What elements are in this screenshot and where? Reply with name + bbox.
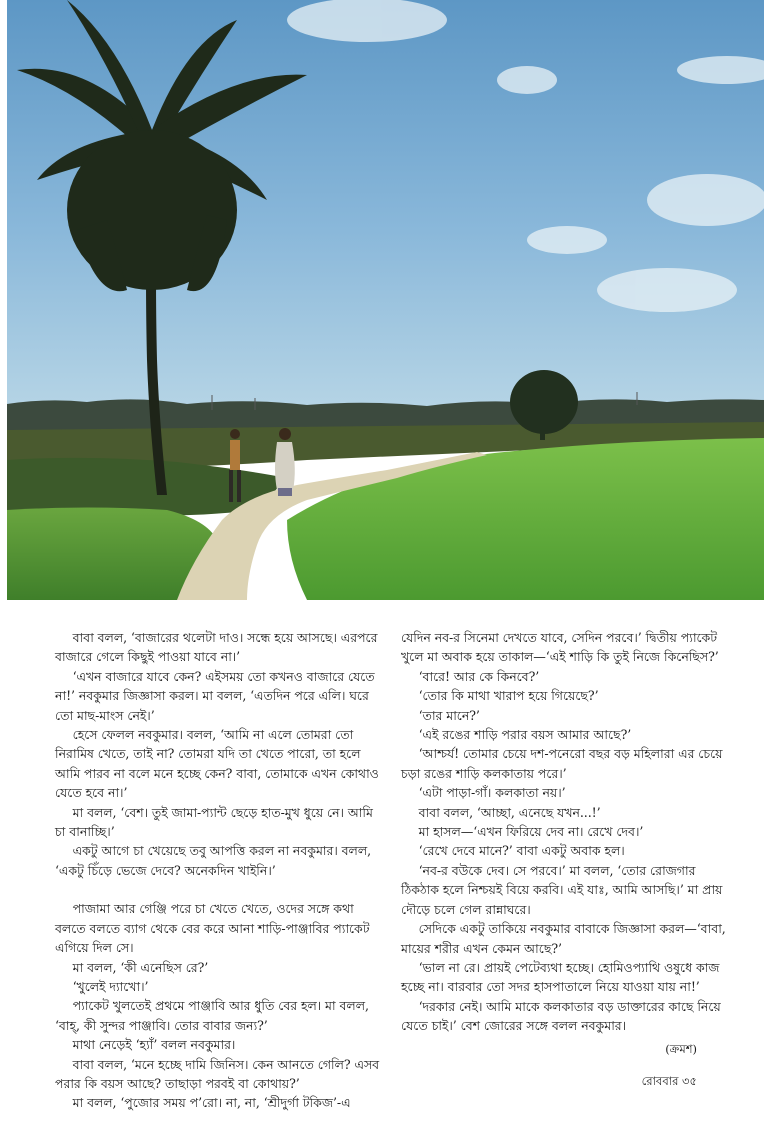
paragraph: মা বলল, ‘বেশ। তুই জামা-প্যান্ট ছেড়ে হাত-মুখ ধুয়ে নে। আমি চা বানাচ্ছি।’ — [55, 804, 373, 840]
paragraph: ‘এই রঙের শাড়ি পরার বয়স আমার আছে?’ — [418, 727, 632, 743]
paragraph: ‘আশ্চর্য! তোমার চেয়ে দশ-পনেরো বছর বড় মহিলারা এর চেয়ে চড়া রঙের শাড়ি কলকাতায় পরে।’ — [401, 746, 723, 781]
rural-landscape-photo — [7, 0, 764, 600]
paragraph: ‘এটা পাড়া-গাঁ। কলকাতা নয়।’ — [418, 785, 566, 801]
paragraph: মা বলল, ‘পুজোর সময় প’রো। না, না, ‘শ্রীদুর্গা টকিজ’-এ — [72, 1095, 351, 1111]
paragraph: ‘ভাল না রে। প্রায়ই পেটেব্যথা হচ্ছে। হোমিওপ্যাথি ওষুধে কাজ হচ্ছে না। বারবার তো সদর হাসপাতালে নিয়ে যাওয়া যায় না!’ — [401, 959, 720, 995]
page-footer: রোববার ৩৫ — [641, 1074, 697, 1088]
article-right-column — [401, 628, 733, 1036]
paragraph: যেদিন নব-র সিনেমা দেখতে যাবে, সেদিন পরবে।’ দ্বিতীয় প্যাকেট খুলে মা অবাক হয়ে তাকাল—‘এই শাড়ি কি তুই নিজে কিনেছিস?’ — [401, 630, 719, 665]
paragraph: মা হাসল—‘এখন ফিরিয়ে দেব না। রেখে দেব।’ — [418, 824, 644, 840]
paragraph: ‘তার মানে?’ — [418, 707, 480, 723]
paragraph: ‘বারে! আর কে কিনবে?’ — [418, 668, 540, 684]
paragraph: ‘তোর কি মাথা খারাপ হয়ে গিয়েছে?’ — [418, 688, 599, 704]
paragraph: ‘দরকার নেই। আমি মাকে কলকাতার বড় ডাক্তারের কাছে নিয়ে যেতে চাই।’ বেশ জোরের সঙ্গে বলল নবকুমার। — [401, 998, 721, 1034]
paragraph: বাবা বলল, ‘বাজারের থলেটা দাও। সন্ধে হয়ে আসছে। এরপরে বাজারে গেলে কিছুই পাওয়া যাবে না।’ — [55, 630, 378, 665]
paragraph: মা বলল, ‘কী এনেছিস রে?’ — [72, 959, 209, 975]
paragraph: মাথা নেড়েই ‘হ্যাঁ’ বলল নবকুমার। — [72, 1037, 236, 1053]
paragraph: ‘নব-র বউকে দেব। সে পরবে।’ মা বলল, ‘তোর রোজগার ঠিকঠাক হলে নিশ্চয়ই বিয়ে করবি। এই যাঃ, আমি আসছি।’ মা প্রায় দৌড়ে চলে গেল রান্নাঘরে। — [401, 862, 723, 917]
paragraph: ‘রেখে দেবে মানে?’ বাবা একটু অবাক হল। — [418, 843, 625, 859]
paragraph: ‘খুলেই দ্যাখো।’ — [72, 978, 149, 994]
paragraph: বাবা বলল, ‘আচ্ছা, এনেছে যখন...!’ — [418, 804, 601, 820]
paragraph: একটু আগে চা খেয়েছে তবু আপত্তি করল না নবকুমার। বলল, ‘একটু চিঁড়ে ভেজে দেবে? অনেকদিন খাইনি।’ — [55, 843, 372, 878]
paragraph: হেসে ফেলল নবকুমার। বলল, ‘আমি না এলে তোমরা তো নিরামিষ খেতে, তাই না? তোমরা যদি তা খেতে পারো, তা হলে আমি পারব না বলে মনে হচ্ছে কেন? বাবা, তোমাকে এখন কোথাও যেতে হবে না।’ — [55, 727, 379, 801]
article-left-column — [55, 628, 385, 1113]
paragraph: ‘এখন বাজারে যাবে কেন? এইসময় তো কখনও বাজারে যেতে না!’ নবকুমার জিজ্ঞাসা করল। মা বলল, ‘এতদিন পরে এলি। ঘরে তো মাছ-মাংস নেই।’ — [55, 668, 375, 723]
paragraph: পাজামা আর গেঞ্জি পরে চা খেতে খেতে, ওদের সঙ্গে কথা বলতে বলতে ব্যাগ থেকে বের করে আনা শাড়ি-পাঞ্জাবির প্যাকেট এগিয়ে দিল সে। — [55, 901, 370, 956]
paragraph: বাবা বলল, ‘মনে হচ্ছে দামি জিনিস। কেন আনতে গেলি? এসব পরার কি বয়স আছে? তাছাড়া পরবই বা কোথায়?’ — [55, 1056, 380, 1091]
continued-marker: (ক্রমশ) — [665, 1042, 697, 1056]
paragraph: প্যাকেট খুলতেই প্রথমে পাঞ্জাবি আর ধুতি বের হল। মা বলল, ‘বাহ্, কী সুন্দর পাঞ্জাবি। তোর বাবার জন্য?’ — [55, 998, 369, 1033]
paragraph: সেদিকে একটু তাকিয়ে নবকুমার বাবাকে জিজ্ঞাসা করল—‘বাবা, মায়ের শরীর এখন কেমন আছে?’ — [401, 921, 726, 956]
